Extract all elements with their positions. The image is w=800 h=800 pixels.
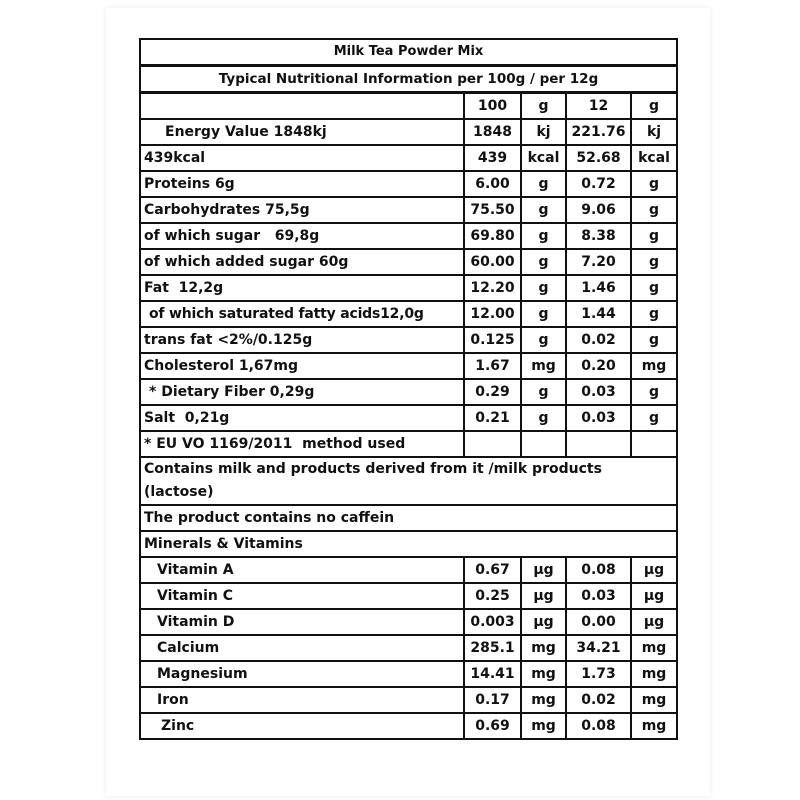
value-per-100g: 75.50 [464,197,521,223]
unit-per-12g: mg [631,661,677,687]
value-per-12g: 0.02 [566,687,631,713]
nutrient-name: of which saturated fatty acids12,0g [140,301,464,327]
value-per-12g: 34.21 [566,635,631,661]
mineral-row [140,557,677,583]
value-per-12g: 7.20 [566,249,631,275]
value-per-12g: 52.68 [566,145,631,171]
nutrient-row [140,405,677,431]
unit-per-100g: µg [521,609,566,635]
nutrient-row [140,223,677,249]
nutrient-name: of which sugar 69,8g [140,223,464,249]
value-per-12g: 8.38 [566,223,631,249]
nutrition-table [139,38,678,740]
unit-per-12g: g [631,249,677,275]
nutrient-row [140,353,677,379]
unit-per-100g: g [521,301,566,327]
nutrient-name: Salt 0,21g [140,405,464,431]
nutrient-name: Proteins 6g [140,171,464,197]
value-per-100g: 1.67 [464,353,521,379]
unit-per-100g: g [521,275,566,301]
mineral-name: Vitamin A [140,557,464,583]
mineral-row [140,661,677,687]
minerals-heading-row [140,531,677,557]
mineral-row [140,713,677,739]
value-per-12g: 1.46 [566,275,631,301]
value-per-12g: 221.76 [566,119,631,145]
unit-per-100g: g [521,223,566,249]
value-per-12g: 1.73 [566,661,631,687]
unit-per-12g: g [631,379,677,405]
nutrient-name: of which added sugar 60g [140,249,464,275]
unit-per-100g: mg [521,661,566,687]
unit-per-12g: g [631,301,677,327]
unit-per-12g: g [631,197,677,223]
nutrient-name: 439kcal [140,145,464,171]
value-per-100g: 69.80 [464,223,521,249]
header-amount-12: 12 [566,93,631,120]
value-per-100g: 0.17 [464,687,521,713]
value-per-100g: 0.67 [464,557,521,583]
value-per-100g: 285.1 [464,635,521,661]
nutrient-name: Energy Value 1848kj [140,119,464,145]
nutrient-name: Fat 12,2g [140,275,464,301]
value-per-12g: 0.08 [566,713,631,739]
method-note: * EU VO 1169/2011 method used [140,431,464,457]
unit-per-100g: g [521,405,566,431]
nutrient-row [140,327,677,353]
mineral-name: Calcium [140,635,464,661]
method-row [140,431,677,457]
unit-per-100g: kcal [521,145,566,171]
unit-per-12g: mg [631,713,677,739]
mineral-row [140,609,677,635]
nutrient-row [140,171,677,197]
unit-per-12g: mg [631,353,677,379]
mineral-name: Iron [140,687,464,713]
nutrient-row [140,379,677,405]
nutrient-name: * Dietary Fiber 0,29g [140,379,464,405]
nutrient-row [140,249,677,275]
unit-per-100g: g [521,171,566,197]
value-per-100g [464,431,521,457]
nutrient-name: Carbohydrates 75,5g [140,197,464,223]
unit-per-12g: g [631,171,677,197]
minerals-heading: Minerals & Vitamins [140,531,677,557]
header-blank-cell [140,93,464,120]
value-per-100g: 12.20 [464,275,521,301]
value-per-12g: 0.72 [566,171,631,197]
unit-per-12g: mg [631,687,677,713]
nutrient-row [140,119,677,145]
unit-per-12g: g [631,327,677,353]
nutrient-name: Cholesterol 1,67mg [140,353,464,379]
unit-per-12g: kcal [631,145,677,171]
unit-per-100g: mg [521,713,566,739]
mineral-name: Magnesium [140,661,464,687]
value-per-100g: 0.125 [464,327,521,353]
value-per-100g: 60.00 [464,249,521,275]
nutrient-row [140,145,677,171]
allergen-row [140,457,677,505]
value-per-12g: 0.20 [566,353,631,379]
unit-per-12g: kj [631,119,677,145]
subtitle-row [140,66,677,93]
value-per-100g: 0.25 [464,583,521,609]
value-per-100g: 0.69 [464,713,521,739]
mineral-row [140,635,677,661]
value-per-100g: 0.21 [464,405,521,431]
title-row [140,39,677,66]
unit-per-100g [521,431,566,457]
mineral-row [140,687,677,713]
unit-per-100g: mg [521,635,566,661]
value-per-12g: 0.03 [566,583,631,609]
mineral-name: Zinc [140,713,464,739]
mineral-name: Vitamin D [140,609,464,635]
unit-per-100g: g [521,327,566,353]
value-per-100g: 1848 [464,119,521,145]
caffeine-statement: The product contains no caffein [140,505,677,531]
caffeine-row [140,505,677,531]
header-amount-100: 100 [464,93,521,120]
unit-per-100g: mg [521,353,566,379]
unit-per-100g: µg [521,557,566,583]
value-per-100g: 14.41 [464,661,521,687]
unit-per-100g: g [521,197,566,223]
header-row [140,93,677,120]
nutrient-row [140,197,677,223]
unit-per-100g: mg [521,687,566,713]
table-subtitle: Typical Nutritional Information per 100g / per 12g [140,66,677,93]
unit-per-12g [631,431,677,457]
value-per-12g: 0.00 [566,609,631,635]
value-per-12g [566,431,631,457]
header-unit-12: g [631,93,677,120]
allergen-statement: Contains milk and products derived from it /milk products (lactose) [140,457,677,505]
unit-per-100g: g [521,379,566,405]
nutrient-row [140,301,677,327]
unit-per-100g: g [521,249,566,275]
unit-per-12g: µg [631,557,677,583]
mineral-row [140,583,677,609]
unit-per-100g: kj [521,119,566,145]
unit-per-12g: g [631,275,677,301]
unit-per-100g: µg [521,583,566,609]
value-per-100g: 0.003 [464,609,521,635]
mineral-name: Vitamin C [140,583,464,609]
value-per-12g: 0.02 [566,327,631,353]
nutrient-row [140,275,677,301]
value-per-100g: 6.00 [464,171,521,197]
header-unit-100: g [521,93,566,120]
nutrient-name: trans fat <2%/0.125g [140,327,464,353]
value-per-12g: 0.03 [566,405,631,431]
value-per-100g: 0.29 [464,379,521,405]
unit-per-12g: mg [631,635,677,661]
value-per-12g: 0.08 [566,557,631,583]
value-per-12g: 1.44 [566,301,631,327]
table-title: Milk Tea Powder Mix [140,39,677,66]
unit-per-12g: g [631,223,677,249]
value-per-100g: 439 [464,145,521,171]
unit-per-12g: µg [631,583,677,609]
value-per-100g: 12.00 [464,301,521,327]
unit-per-12g: µg [631,609,677,635]
value-per-12g: 9.06 [566,197,631,223]
value-per-12g: 0.03 [566,379,631,405]
unit-per-12g: g [631,405,677,431]
